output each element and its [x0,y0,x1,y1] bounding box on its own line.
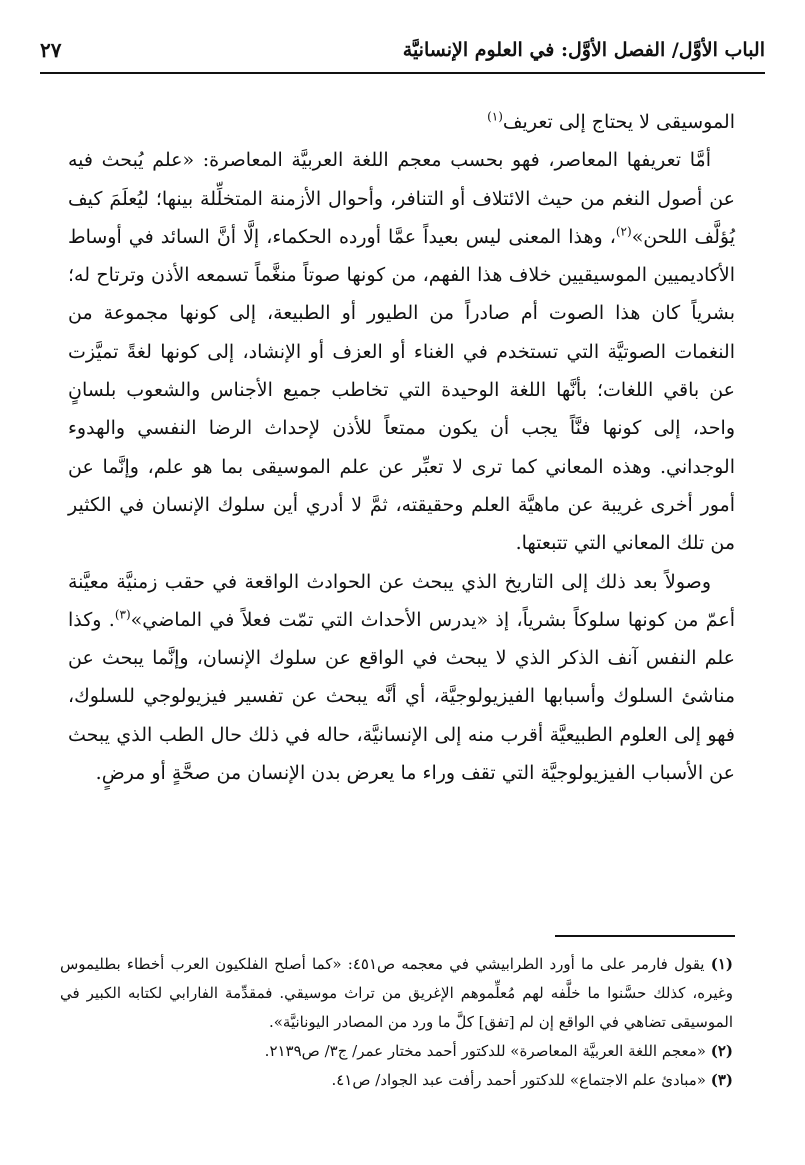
footnote-1-text: يقول فارمر على ما أورد الطرابيشي في معجمه ص٤٥١: «كما أصلح الفلكيون العرب أخطاء بطليموس وغيره، كذلك حسَّنوا ما خلَّفه لهم مُعلِّموهم الإغريق من تراث موسيقي. فمقدِّمة الفارابي لكتابه الكبير في الموسيقى تضاهي في الواقع إن لم [تفق] كلَّ ما ورد من المصادر اليونانيَّة». [60,955,733,1031]
page-header [40,28,765,74]
footnote-ref-1: (١) [487,109,503,124]
footnote-separator [555,935,735,937]
paragraph-3 [68,563,735,793]
footnote-3-text: «مبادئ علم الاجتماع» للدكتور أحمد رأفت عبد الجواد/ ص٤١. [331,1071,711,1089]
paragraph-2 [68,141,735,562]
footnotes [60,950,733,1095]
footnote-3 [60,1066,733,1095]
footnote-ref-3: (٣) [114,607,131,622]
paragraph-1 [68,103,735,141]
footnote-1-mark: (١) [710,955,733,973]
paragraph-3-text-a: وصولاً بعد ذلك إلى التاريخ الذي يبحث عن الحوادث الواقعة في حقب زمنيَّة معيَّنة أعمّ من كونها سلوكاً بشرياً، إذ «يدرس الأحداث التي تمّت فعلاً في الماضي» [68,570,735,631]
footnote-1 [60,950,733,1037]
footnote-ref-2: (٢) [615,224,632,239]
page-number: ٢٧ [40,38,62,62]
main-text [68,103,735,792]
paragraph-2-text-a: أمَّا تعريفها المعاصر، فهو بحسب معجم اللغة العربيَّة المعاصرة: «علم يُبحث فيه عن أصول النغم من حيث الائتلاف أو التنافر، وأحوال الأزمنة المتخلِّلة بينها؛ ليُعلَمَ كيف يُؤلَّف اللحن» [68,149,735,248]
paragraph-2-text-b: ، وهذا المعنى ليس بعيداً عمَّا أورده الحكماء، إلَّا أنَّ السائد في أوساط الأكاديميين الموسيقيين خلاف هذا الفهم، من كونها صوتاً منغَّماً تسمعه الأذن وترتاح له؛ بشرياً كان هذا الصوت أم صادراً من الطيور أو الطبيعة، إلى كونها مجموعة من النغمات الصوتيَّة التي تستخدم في الغناء أو العزف أو الإنشاد، إلى كونها لغةً تميَّزت عن باقي اللغات؛ بأنَّها اللغة الوحيدة التي تخاطب جميع الأجناس والشعوب بلسانٍ واحد، إلى كونها فنَّاً يجب أن يكون ممتعاً للأذن لإحداث الرضا النفسي والهدوء الوجداني. وهذه المعاني كما ترى لا تعبِّر عن علم الموسيقى بما هو علم، وإنَّما عن أمور أخرى غريبة عن ماهيَّة العلم وحقيقته، ثمَّ لا أدري أين سلوك الإنسان في الكثير من تلك المعاني التي تتبعتها. [68,225,735,555]
paragraph-3-text-b: . وكذا علم النفس آنف الذكر الذي لا يبحث في الواقع عن سلوك الإنسان، وإنَّما يبحث عن مناشئ السلوك وأسبابها الفيزيولوجيَّة، أي أنَّه يبحث عن تفسير فيزيولوجي للسلوك، فهو إلى العلوم الطبيعيَّة أقرب منه إلى الإنسانيَّة، حاله في ذلك حال الطب الذي يبحث عن الأسباب الفيزيولوجيَّة التي تقف وراء ما يعرض بدن الإنسان من صحَّةٍ أو مرضٍ. [68,608,735,785]
footnote-2-mark: (٢) [710,1042,733,1060]
footnote-2 [60,1037,733,1066]
paragraph-1-text: الموسيقى لا يحتاج إلى تعريف [502,111,735,133]
running-title: الباب الأوَّل/ الفصل الأوَّل: في العلوم الإنسانيَّة [402,39,765,61]
footnote-3-mark: (٣) [710,1071,733,1089]
footnote-2-text: «معجم اللغة العربيَّة المعاصرة» للدكتور أحمد مختار عمر/ ج٣/ ص٢١٣٩. [264,1042,711,1060]
